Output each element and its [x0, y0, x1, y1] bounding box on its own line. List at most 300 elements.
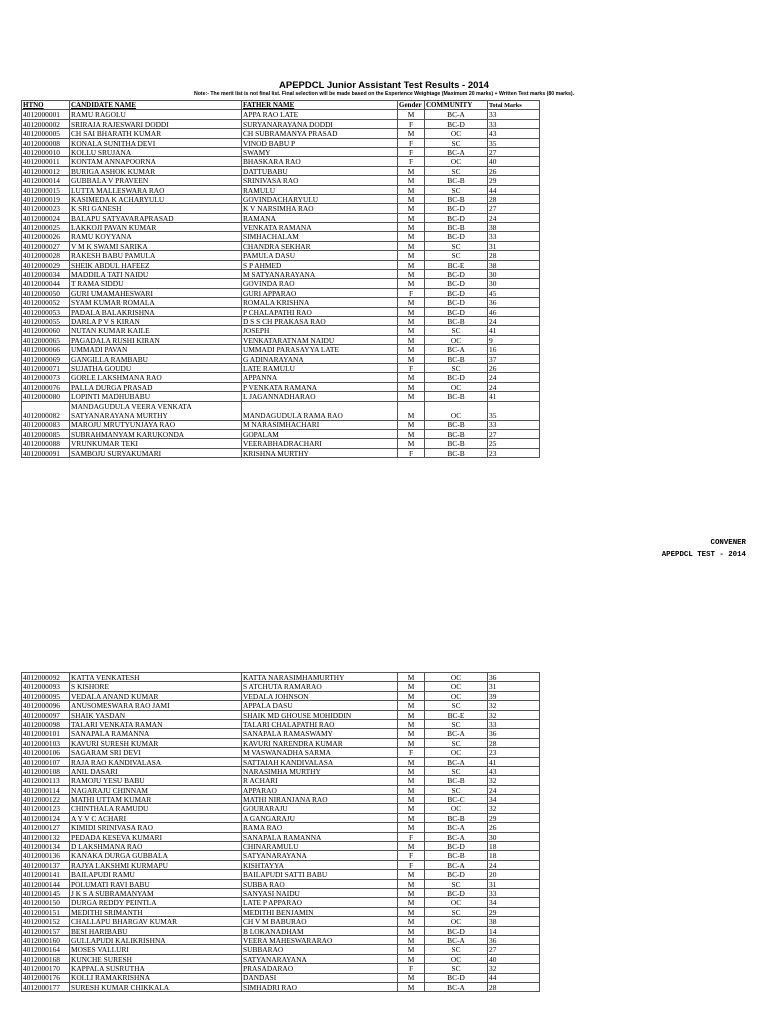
cell-candidate-name: CHALLAPU BHARGAV KUMAR — [70, 917, 242, 926]
cell-community: BC-B — [425, 448, 488, 457]
cell-total-marks: 32 — [488, 964, 540, 973]
cell-candidate-name: PALLA DURGA PRASAD — [70, 382, 242, 391]
cell-father-name: GOVINDA RAO — [242, 279, 398, 288]
cell-father-name: KATTA NARASIMHAMURTHY — [242, 673, 398, 682]
cell-gender: M — [398, 738, 425, 747]
cell-gender: M — [398, 917, 425, 926]
cell-father-name: SIMHACHALAM — [242, 232, 398, 241]
table-row — [22, 307, 540, 316]
cell-total-marks: 37 — [488, 354, 540, 363]
results-table-page1 — [21, 100, 540, 458]
table-row — [22, 429, 540, 438]
cell-gender: M — [398, 232, 425, 241]
cell-father-name: G ADINARAYANA — [242, 354, 398, 363]
cell-community: OC — [425, 673, 488, 682]
cell-candidate-name: SHAIK YASDAN — [70, 710, 242, 719]
cell-father-name: VEERABHADRACHARI — [242, 439, 398, 448]
cell-candidate-name: V M K SWAMI SARIKA — [70, 241, 242, 250]
cell-community: BC-A — [425, 832, 488, 841]
cell-total-marks: 33 — [488, 232, 540, 241]
cell-htno: 4012000024 — [22, 213, 70, 222]
cell-total-marks: 24 — [488, 373, 540, 382]
cell-community: BC-D — [425, 307, 488, 316]
table-row — [22, 251, 540, 260]
cell-father-name: SANAPALA RAMANNA — [242, 832, 398, 841]
table-row — [22, 673, 540, 682]
cell-gender: M — [398, 973, 425, 982]
cell-candidate-name: GULLAPUDI KALIKRISHNA — [70, 935, 242, 944]
header-total-marks: Total Marks — [488, 101, 540, 110]
table-row — [22, 964, 540, 973]
cell-candidate-name: RAMOJU YESU BABU — [70, 776, 242, 785]
cell-gender: M — [398, 241, 425, 250]
cell-gender: M — [398, 185, 425, 194]
cell-father-name: BAILAPUDI SATTI BABU — [242, 870, 398, 879]
table-row — [22, 316, 540, 325]
cell-father-name: LATE RAMULU — [242, 363, 398, 372]
cell-candidate-name: BURIGA ASHOK KUMAR — [70, 166, 242, 175]
cell-father-name: S P AHMED — [242, 260, 398, 269]
cell-father-name: CH SUBRAMANYA PRASAD — [242, 129, 398, 138]
table-row — [22, 363, 540, 372]
cell-community: OC — [425, 157, 488, 166]
cell-community: SC — [425, 241, 488, 250]
cell-htno: 4012000023 — [22, 204, 70, 213]
table-row — [22, 373, 540, 382]
cell-htno: 4012000008 — [22, 138, 70, 147]
cell-community: BC-A — [425, 982, 488, 991]
cell-total-marks: 43 — [488, 129, 540, 138]
cell-father-name: SURYANARAYANA DODDI — [242, 119, 398, 128]
cell-father-name: KRISHNA MURTHY — [242, 448, 398, 457]
cell-total-marks: 24 — [488, 382, 540, 391]
cell-gender: M — [398, 129, 425, 138]
cell-father-name: MEDITHI BENJAMIN — [242, 907, 398, 916]
cell-father-name: VENKATARATNAM NAIDU — [242, 335, 398, 344]
cell-community: BC-B — [425, 420, 488, 429]
cell-htno: 4012000123 — [22, 804, 70, 813]
cell-father-name: MANDAGUDULA RAMA RAO — [242, 401, 398, 420]
cell-community: BC-B — [425, 392, 488, 401]
table-row — [22, 917, 540, 926]
cell-total-marks: 33 — [488, 888, 540, 897]
cell-total-marks: 18 — [488, 842, 540, 851]
cell-htno: 4012000114 — [22, 785, 70, 794]
cell-gender: M — [398, 785, 425, 794]
cell-candidate-name: POLUMATI RAVI BABU — [70, 879, 242, 888]
cell-community: OC — [425, 898, 488, 907]
cell-gender: M — [398, 813, 425, 822]
cell-htno: 4012000029 — [22, 260, 70, 269]
table-row — [22, 138, 540, 147]
cell-gender: M — [398, 945, 425, 954]
cell-community: BC-A — [425, 935, 488, 944]
cell-gender: M — [398, 298, 425, 307]
cell-candidate-name: KUNCHE SURESH — [70, 954, 242, 963]
table-row — [22, 354, 540, 363]
cell-htno: 4012000015 — [22, 185, 70, 194]
cell-gender: M — [398, 954, 425, 963]
cell-community: OC — [425, 382, 488, 391]
cell-candidate-name: LUTTA MALLESWARA RAO — [70, 185, 242, 194]
cell-gender: F — [398, 860, 425, 869]
cell-father-name: D S S CH PRAKASA RAO — [242, 316, 398, 325]
header-gender: Gender — [398, 101, 425, 110]
cell-candidate-name: SURESH KUMAR CHIKKALA — [70, 982, 242, 991]
cell-htno: 4012000011 — [22, 157, 70, 166]
cell-community: SC — [425, 719, 488, 728]
table-row — [22, 279, 540, 288]
cell-father-name: PAMULA DASU — [242, 251, 398, 260]
cell-gender: M — [398, 710, 425, 719]
table-row — [22, 945, 540, 954]
cell-father-name: SUBBARAO — [242, 945, 398, 954]
cell-father-name: KISHTAYYA — [242, 860, 398, 869]
cell-gender: M — [398, 870, 425, 879]
cell-candidate-name: GUBBALA V PRAVEEN — [70, 176, 242, 185]
cell-candidate-name: LOPINTI MADHUBABU — [70, 392, 242, 401]
cell-htno: 4012000168 — [22, 954, 70, 963]
cell-candidate-name: KONALA SUNITHA DEVI — [70, 138, 242, 147]
cell-community: SC — [425, 166, 488, 175]
cell-htno: 4012000012 — [22, 166, 70, 175]
cell-htno: 4012000132 — [22, 832, 70, 841]
cell-candidate-name: ANIL DASARI — [70, 766, 242, 775]
cell-candidate-name: CH SAI BHARATH KUMAR — [70, 129, 242, 138]
table-row — [22, 973, 540, 982]
table-row — [22, 795, 540, 804]
cell-community: BC-E — [425, 260, 488, 269]
cell-htno: 4012000082 — [22, 401, 70, 420]
table-row — [22, 954, 540, 963]
table-row — [22, 982, 540, 991]
table-row — [22, 907, 540, 916]
cell-father-name: SUBBA RAO — [242, 879, 398, 888]
cell-htno: 4012000019 — [22, 194, 70, 203]
cell-htno: 4012000136 — [22, 851, 70, 860]
cell-community: SC — [425, 945, 488, 954]
cell-community: SC — [425, 251, 488, 260]
cell-gender: F — [398, 832, 425, 841]
cell-community: BC-D — [425, 213, 488, 222]
cell-gender: M — [398, 307, 425, 316]
header-community: COMMUNITY — [425, 101, 488, 110]
table-row — [22, 232, 540, 241]
cell-htno: 4012000144 — [22, 879, 70, 888]
cell-gender: M — [398, 420, 425, 429]
cell-candidate-name: RAJYA LAKSHMI KURMAPU — [70, 860, 242, 869]
table-row — [22, 926, 540, 935]
cell-total-marks: 35 — [488, 138, 540, 147]
cell-total-marks: 46 — [488, 307, 540, 316]
cell-father-name: L JAGANNADHARAO — [242, 392, 398, 401]
cell-father-name: VENKATA RAMANA — [242, 223, 398, 232]
cell-candidate-name: S KISHORE — [70, 682, 242, 691]
cell-candidate-name: GORLE LAKSHMANA RAO — [70, 373, 242, 382]
cell-gender: F — [398, 157, 425, 166]
table-row — [22, 813, 540, 822]
cell-htno: 4012000108 — [22, 766, 70, 775]
table-row — [22, 213, 540, 222]
cell-total-marks: 38 — [488, 260, 540, 269]
table-row — [22, 851, 540, 860]
cell-gender: M — [398, 926, 425, 935]
cell-total-marks: 32 — [488, 804, 540, 813]
table-row — [22, 738, 540, 747]
cell-candidate-name: GURI UMAMAHESWARI — [70, 288, 242, 297]
table-row — [22, 804, 540, 813]
cell-candidate-name: MOSES VALLURI — [70, 945, 242, 954]
cell-community: SC — [425, 185, 488, 194]
cell-community: BC-D — [425, 232, 488, 241]
cell-father-name: APPA RAO LATE — [242, 110, 398, 119]
cell-htno: 4012000141 — [22, 870, 70, 879]
cell-father-name: JOSEPH — [242, 326, 398, 335]
cell-total-marks: 32 — [488, 701, 540, 710]
cell-htno: 4012000113 — [22, 776, 70, 785]
cell-gender: M — [398, 757, 425, 766]
cell-htno: 4012000101 — [22, 729, 70, 738]
cell-total-marks: 40 — [488, 954, 540, 963]
cell-htno: 4012000073 — [22, 373, 70, 382]
cell-htno: 4012000025 — [22, 223, 70, 232]
cell-candidate-name: RAMU KOYYANA — [70, 232, 242, 241]
cell-candidate-name: BALAPU SATYAVARAPRASAD — [70, 213, 242, 222]
cell-htno: 4012000092 — [22, 673, 70, 682]
cell-candidate-name: LAKKOJI PAVAN KUMAR — [70, 223, 242, 232]
cell-father-name: P CHALAPATHI RAO — [242, 307, 398, 316]
table-row — [22, 701, 540, 710]
cell-total-marks: 27 — [488, 945, 540, 954]
cell-total-marks: 24 — [488, 860, 540, 869]
cell-htno: 4012000098 — [22, 719, 70, 728]
cell-total-marks: 32 — [488, 710, 540, 719]
cell-community: SC — [425, 738, 488, 747]
cell-gender: F — [398, 138, 425, 147]
table-row — [22, 719, 540, 728]
cell-community: BC-D — [425, 926, 488, 935]
cell-father-name: SHAIK MD GHOUSE MOHIDDIN — [242, 710, 398, 719]
cell-community: SC — [425, 326, 488, 335]
cell-father-name: CH V M BABURAO — [242, 917, 398, 926]
cell-candidate-name: KOLLU SRUJANA — [70, 147, 242, 156]
results-table-page2 — [21, 672, 540, 992]
cell-gender: F — [398, 147, 425, 156]
cell-candidate-name: KAPPALA SUSRUTHA — [70, 964, 242, 973]
cell-total-marks: 29 — [488, 907, 540, 916]
cell-htno: 4012000103 — [22, 738, 70, 747]
cell-candidate-name: KAVURI SURESH KUMAR — [70, 738, 242, 747]
table-row — [22, 860, 540, 869]
cell-total-marks: 39 — [488, 691, 540, 700]
cell-community: SC — [425, 785, 488, 794]
cell-community: BC-D — [425, 373, 488, 382]
convener-title: CONVENER — [710, 539, 746, 547]
cell-community: BC-D — [425, 119, 488, 128]
cell-gender: M — [398, 804, 425, 813]
cell-gender: M — [398, 251, 425, 260]
cell-community: BC-B — [425, 439, 488, 448]
cell-gender: M — [398, 345, 425, 354]
cell-candidate-name: K SRI GANESH — [70, 204, 242, 213]
cell-gender: M — [398, 223, 425, 232]
cell-community: BC-D — [425, 842, 488, 851]
cell-total-marks: 20 — [488, 870, 540, 879]
cell-total-marks: 36 — [488, 673, 540, 682]
cell-father-name: SATTAIAH KANDIVALASA — [242, 757, 398, 766]
cell-htno: 4012000069 — [22, 354, 70, 363]
cell-community: BC-A — [425, 345, 488, 354]
cell-gender: M — [398, 701, 425, 710]
cell-total-marks: 9 — [488, 335, 540, 344]
cell-gender: M — [398, 888, 425, 897]
cell-total-marks: 23 — [488, 748, 540, 757]
cell-gender: M — [398, 795, 425, 804]
table-row — [22, 748, 540, 757]
cell-htno: 4012000152 — [22, 917, 70, 926]
cell-total-marks: 24 — [488, 213, 540, 222]
cell-total-marks: 27 — [488, 204, 540, 213]
table-row — [22, 166, 540, 175]
cell-htno: 4012000134 — [22, 842, 70, 851]
cell-community: BC-A — [425, 823, 488, 832]
cell-gender: M — [398, 879, 425, 888]
cell-community: OC — [425, 917, 488, 926]
cell-candidate-name: KASIMEDA K ACHARYULU — [70, 194, 242, 203]
cell-candidate-name: TALARI VENKATA RAMAN — [70, 719, 242, 728]
cell-total-marks: 45 — [488, 288, 540, 297]
cell-htno: 4012000060 — [22, 326, 70, 335]
table-row — [22, 935, 540, 944]
cell-father-name: SRINIVASA RAO — [242, 176, 398, 185]
cell-total-marks: 41 — [488, 326, 540, 335]
cell-htno: 4012000080 — [22, 392, 70, 401]
cell-candidate-name: DARLA P V S KIRAN — [70, 316, 242, 325]
table-row — [22, 879, 540, 888]
cell-total-marks: 28 — [488, 982, 540, 991]
cell-htno: 4012000170 — [22, 964, 70, 973]
cell-total-marks: 30 — [488, 279, 540, 288]
cell-candidate-name: KANAKA DURGA GUBBALA — [70, 851, 242, 860]
cell-gender: M — [398, 194, 425, 203]
cell-community: SC — [425, 363, 488, 372]
cell-total-marks: 30 — [488, 270, 540, 279]
table-row — [22, 766, 540, 775]
cell-community: OC — [425, 691, 488, 700]
cell-candidate-name: MAROJU MRUTYUNJAYA RAO — [70, 420, 242, 429]
cell-htno: 4012000027 — [22, 241, 70, 250]
cell-gender: M — [398, 439, 425, 448]
cell-htno: 4012000085 — [22, 429, 70, 438]
cell-community: BC-A — [425, 110, 488, 119]
cell-father-name: K V NARSIMHA RAO — [242, 204, 398, 213]
cell-gender: M — [398, 729, 425, 738]
cell-gender: M — [398, 719, 425, 728]
cell-htno: 4012000088 — [22, 439, 70, 448]
cell-total-marks: 28 — [488, 738, 540, 747]
table-row — [22, 326, 540, 335]
cell-candidate-name: A Y V C ACHARI — [70, 813, 242, 822]
cell-htno: 4012000065 — [22, 335, 70, 344]
cell-candidate-name: GANGILLA RAMBABU — [70, 354, 242, 363]
cell-father-name: M VASWANADHA SARMA — [242, 748, 398, 757]
cell-gender: M — [398, 898, 425, 907]
cell-candidate-name: KOLLI RAMAKRISHNA — [70, 973, 242, 982]
cell-gender: M — [398, 682, 425, 691]
cell-gender: M — [398, 673, 425, 682]
cell-gender: M — [398, 907, 425, 916]
cell-candidate-name: UMMADI PAVAN — [70, 345, 242, 354]
cell-candidate-name: CHINTHALA RAMUDU — [70, 804, 242, 813]
cell-community: BC-A — [425, 147, 488, 156]
cell-father-name: APPANNA — [242, 373, 398, 382]
cell-total-marks: 35 — [488, 401, 540, 420]
cell-community: BC-A — [425, 860, 488, 869]
cell-candidate-name: SAGARAM SRI DEVI — [70, 748, 242, 757]
cell-community: BC-B — [425, 813, 488, 822]
table-row — [22, 785, 540, 794]
table-row — [22, 382, 540, 391]
cell-father-name: A GANGARAJU — [242, 813, 398, 822]
cell-candidate-name: BAILAPUDI RAMU — [70, 870, 242, 879]
cell-total-marks: 31 — [488, 879, 540, 888]
cell-candidate-name: BESI HARIBABU — [70, 926, 242, 935]
cell-htno: 4012000050 — [22, 288, 70, 297]
cell-total-marks: 33 — [488, 420, 540, 429]
cell-father-name: R ACHARI — [242, 776, 398, 785]
cell-community: OC — [425, 401, 488, 420]
cell-total-marks: 14 — [488, 926, 540, 935]
cell-father-name: SANYASI NAIDU — [242, 888, 398, 897]
cell-htno: 4012000176 — [22, 973, 70, 982]
cell-community: BC-C — [425, 795, 488, 804]
cell-gender: F — [398, 851, 425, 860]
cell-candidate-name: RAMU RAGOLU — [70, 110, 242, 119]
cell-father-name: NARASIMHA MURTHY — [242, 766, 398, 775]
cell-htno: 4012000055 — [22, 316, 70, 325]
table-row — [22, 204, 540, 213]
table-header-row — [22, 101, 540, 110]
cell-community: BC-D — [425, 288, 488, 297]
cell-father-name: RAMULU — [242, 185, 398, 194]
cell-gender: F — [398, 748, 425, 757]
table-row — [22, 345, 540, 354]
cell-father-name: SATYANARAYANA — [242, 954, 398, 963]
table-row — [22, 888, 540, 897]
table-row — [22, 401, 540, 420]
table-row — [22, 823, 540, 832]
cell-htno: 4012000096 — [22, 701, 70, 710]
cell-total-marks: 29 — [488, 176, 540, 185]
cell-htno: 4012000014 — [22, 176, 70, 185]
cell-total-marks: 33 — [488, 719, 540, 728]
cell-total-marks: 18 — [488, 851, 540, 860]
cell-htno: 4012000010 — [22, 147, 70, 156]
cell-gender: F — [398, 964, 425, 973]
cell-total-marks: 26 — [488, 363, 540, 372]
cell-htno: 4012000066 — [22, 345, 70, 354]
cell-gender: M — [398, 213, 425, 222]
cell-father-name: ROMALA KRISHNA — [242, 298, 398, 307]
cell-father-name: LATE P APPARAO — [242, 898, 398, 907]
table-row — [22, 870, 540, 879]
table-row — [22, 757, 540, 766]
cell-candidate-name: T RAMA SIDDU — [70, 279, 242, 288]
cell-total-marks: 38 — [488, 223, 540, 232]
cell-candidate-name: MANDAGUDULA VEERA VENKATA SATYANARAYANA MURTHY — [70, 401, 242, 420]
cell-community: OC — [425, 954, 488, 963]
cell-community: BC-D — [425, 204, 488, 213]
